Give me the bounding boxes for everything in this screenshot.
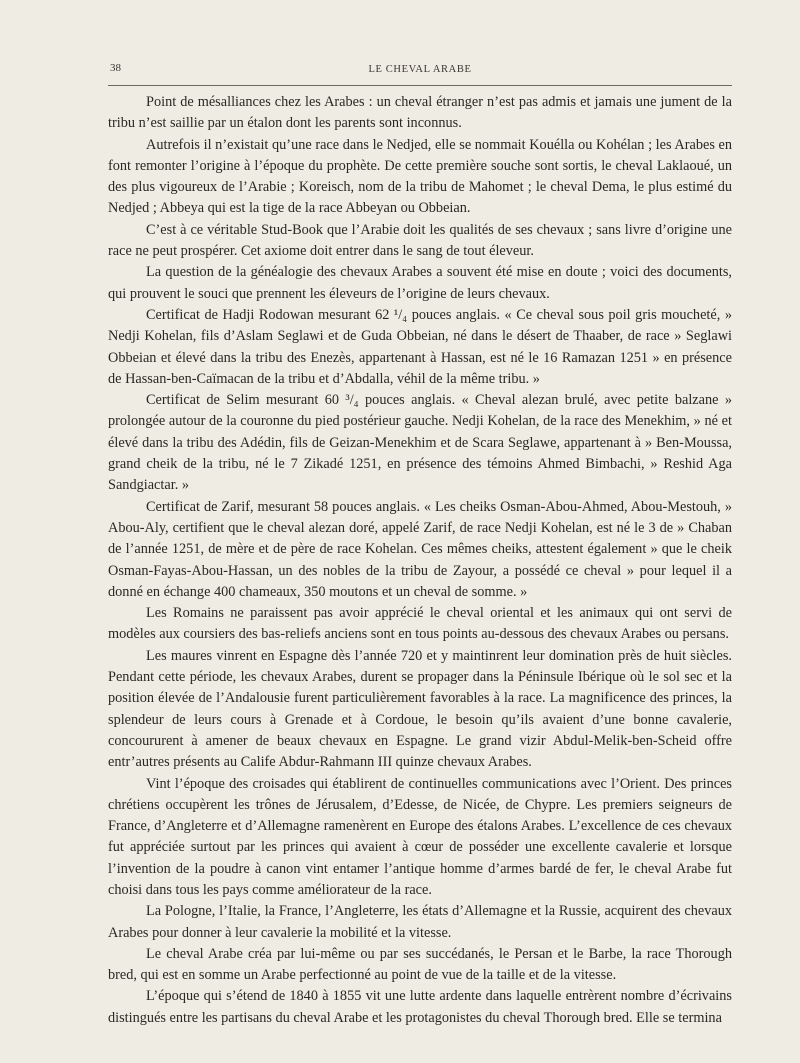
paragraph-romans: Les Romains ne paraissent pas avoir apprécié le cheval oriental et les animaux qui ont servi de modèles aux coursiers des bas-reliefs anciens sont en tous points au-dessous des chevaux Arabes ou persans. bbox=[108, 605, 732, 643]
paragraph-europe: La Pologne, l’Italie, la France, l’Angleterre, les états d’Allemagne et la Russie, acquirent des chevaux Arabes pour donner à leur cavalerie la mobilité et la vitesse. bbox=[108, 903, 732, 941]
page-number: 38 bbox=[110, 62, 121, 74]
paragraph-genealogy: La question de la généalogie des chevaux Arabes a souvent été mise en doute ; voici des documents, qui prouvent le souci que prennent les éleveurs de l’origine de leurs chevaux. bbox=[108, 264, 732, 302]
paragraph-mesalliances: Point de mésalliances chez les Arabes : un cheval étranger n’est pas admis et jamais une jument de la tribu n’est saillie par un étalon dont les parents sont inconnus. bbox=[108, 94, 732, 132]
paragraph-1840-1855: L’époque qui s’étend de 1840 à 1855 vit une lutte ardente dans laquelle entrèrent nombre d’écrivains distingués entre les partisans du cheval Arabe et les protagonistes du cheval Thorough bred. Elle se termina bbox=[108, 988, 732, 1026]
certificate-zarif: Certificat de Zarif, mesurant 58 pouces anglais. « Les cheiks Osman-Abou-Ahmed, Abou-Mestouh, » Abou-Aly, certifient que le cheval alezan doré, appelé Zarif, de race Nedji Kohelan, est né le 3 de » Chaban de l’année 1251, de mère et de père de race Kohelan. Ces mêmes cheiks, attestent également » que le cheik Osman-Fayas-Abou-Hassan, un des nobles de la tribu de Zayour, a possédé ce cheval » pour lequel il a donné en échange 400 chameaux, 350 moutons et un cheval de somme. » bbox=[108, 498, 732, 600]
paragraph-stud-book: C’est à ce véritable Stud-Book que l’Arabie doit les qualités de ses chevaux ; sans livre d’origine une race ne peut prospérer. Cet axiome doit entrer dans le sang de tout éleveur. bbox=[108, 221, 732, 260]
running-head: LE CHEVAL ARABE bbox=[368, 64, 472, 75]
certificate-selim: Certificat de Selim mesurant 60 ³/₄ pouces anglais. « Cheval alezan brulé, avec petite balzane » prolongée autour de la couronne du pied postérieur gauche. Nedji Kohelan, de la race des Menekhim, » né et élevé dans la tribu des Adédin, fils de Geizan-Menekhim et de Scara Seglawe, appartenant à » Ben-Moussa, grand cheik de la tribu, né le 7 Zikadé 1251, en présence des témoins Ahmed Bimbachi, » Reshid Aga Sandgiactar. » bbox=[108, 392, 732, 494]
body-text bbox=[108, 92, 732, 1029]
page-header bbox=[108, 62, 732, 82]
paragraph-moors: Les maures vinrent en Espagne dès l’année 720 et y maintinrent leur domination près de huit siècles. Pendant cette période, les chevaux Arabes, durent se propager dans la Péninsule Ibérique où le sol sec et la position élevée de l’Andalousie furent particulièrement favorables à la race. La magnificence des princes, la splendeur de leurs cours à Grenade et à Cordoue, le besoin qu’ils avaient d’une bonne cavalerie, concoururent à amener de beaux chevaux en Espagne. Le grand vizir Abdul-Melik-ben-Scheid offre entr’autres présents au Calife Abdur-Rahmann III quinze chevaux Arabes. bbox=[108, 647, 732, 771]
certificate-hadji-rodowan: Certificat de Hadji Rodowan mesurant 62 ¹/₄ pouces anglais. « Ce cheval sous poil gris moucheté, » Nedji Kohelan, fils d’Aslam Seglawi et de Guda Obbeian, né dans le désert de Thaaber, de race » Seglawi Obbeian et élevé dans la tribu des Enezès, appartenant à Hassan, est né le 16 Ramazan 1251 » en présence de Hassan-ben-Caïmacan de la tribu et d’Abdalla, véhil de la même tribu. » bbox=[108, 306, 732, 387]
paragraph-origins: Autrefois il n’existait qu’une race dans le Nedjed, elle se nommait Kouélla ou Kohélan ; les Arabes en font remonter l’origine à l’époque du prophète. De cette première souche sont sortis, le cheval Laklaoué, un des plus vigoureux de l’Arabie ; Koreisch, nom de la tribu de Mahomet ; le cheval Dema, le plus estimé du Nedjed ; Abbeya qui est la tige de la race Abbeyan ou Obbeian. bbox=[108, 136, 732, 217]
header-rule bbox=[108, 85, 732, 86]
paragraph-crusades: Vint l’époque des croisades qui établirent de continuelles communications avec l’Orient. Des princes chrétiens occupèrent les trônes de Jérusalem, d’Edesse, de Nicée, de Chypre. Les premiers seigneurs de France, d’Angleterre et d’Allemagne ramenèrent en Europe des étalons Arabes. L’excellence de ces chevaux fut appréciée surtout par les princes qui avaient à cœur de posséder une excellente cavalerie et lorsque l’invention de la poudre à canon vint entamer l’antique homme d’armes bardé de fer, le cheval Arabe fut choisi dans tous les pays comme améliorateur de la race. bbox=[108, 775, 732, 898]
paragraph-thorough-bred: Le cheval Arabe créa par lui-même ou par ses succédanés, le Persan et le Barbe, la race Thorough bred, qui est en somme un Arabe perfectionné au point de vue de la taille et de la vitesse. bbox=[108, 945, 732, 984]
